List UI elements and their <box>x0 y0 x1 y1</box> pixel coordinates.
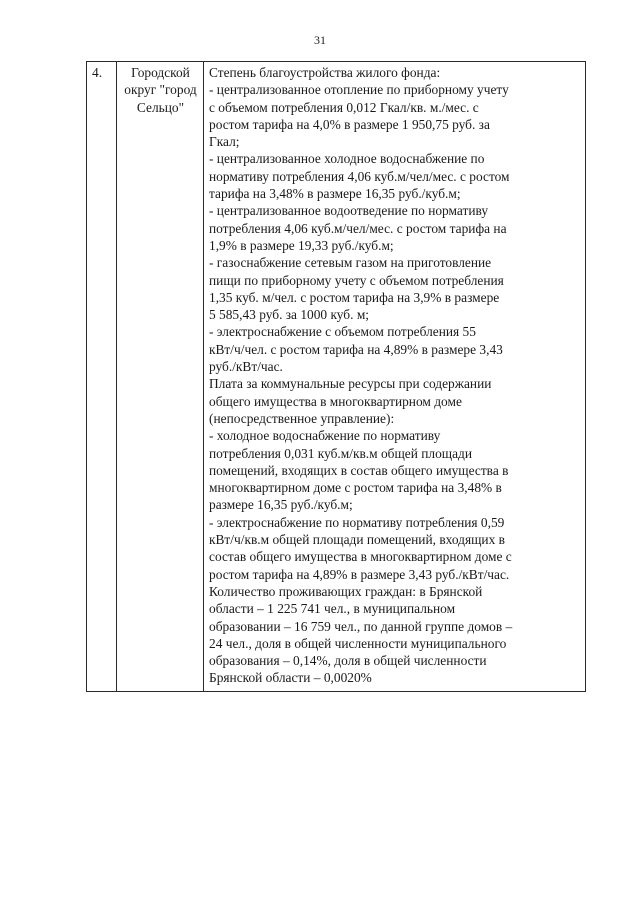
table-row <box>87 62 586 692</box>
description-line: 1,35 куб. м/чел. с ростом тарифа на 3,9% в размере <box>209 289 500 305</box>
description-line: общего имущества в многоквартирном доме <box>209 393 462 409</box>
description-line: кВт/ч/кв.м общей площади помещений, входящих в <box>209 532 505 548</box>
row-number-cell: 4. <box>87 62 117 692</box>
description-line: кВт/ч/чел. с ростом тарифа на 4,89% в размере 3,43 <box>209 341 503 357</box>
description-line: области – 1 225 741 чел., в муниципальном <box>209 601 456 617</box>
municipality-name-line: Сельцо" <box>136 99 185 115</box>
description-line: состав общего имущества в многоквартирном доме с <box>209 549 512 565</box>
description-line: образования – 0,14%, доля в общей численности <box>209 653 487 669</box>
description-line: Количество проживающих граждан: в Брянской <box>209 583 483 599</box>
description-line: (непосредственное управление): <box>209 410 395 426</box>
description-line: пищи по приборному учету с объемом потребления <box>209 272 504 288</box>
description-line: помещений, входящих в состав общего имущества в <box>209 462 509 478</box>
description-line: - холодное водоснабжение по нормативу <box>209 428 441 444</box>
description-line: - газоснабжение сетевым газом на приготовление <box>209 255 492 271</box>
description-line: потребления 0,031 куб.м/кв.м общей площади <box>209 445 472 461</box>
description-line: 24 чел., доля в общей численности муниципального <box>209 635 507 651</box>
description-line: 1,9% в размере 19,33 руб./куб.м; <box>209 237 394 253</box>
description-line: - централизованное отопление по приборному учету <box>209 82 509 98</box>
description-line: потребления 4,06 куб.м/чел/мес. с ростом тарифа на <box>209 220 507 236</box>
description-line: тарифа на 3,48% в размере 16,35 руб./куб.м; <box>209 186 461 202</box>
description-line: образовании – 16 759 чел., по данной группе домов – <box>209 618 513 634</box>
description-line: Гкал; <box>209 134 240 150</box>
description-line: 5 585,43 руб. за 1000 куб. м; <box>209 307 370 323</box>
tariff-table <box>86 61 586 692</box>
description-line: - централизованное водоотведение по нормативу <box>209 203 489 219</box>
description-cell <box>204 62 586 692</box>
description-line: Степень благоустройства жилого фонда: <box>209 65 441 80</box>
description-line: руб./кВт/час. <box>209 359 283 375</box>
description-line: с объемом потребления 0,012 Гкал/кв. м./мес. с <box>209 99 479 115</box>
municipality-name-line: Городской <box>131 65 190 80</box>
description-line: - электроснабжение по нормативу потребления 0,59 <box>209 514 505 530</box>
description-line: ростом тарифа на 4,89% в размере 3,43 руб./кВт/час. <box>209 566 510 582</box>
description-line: Плата за коммунальные ресурсы при содержании <box>209 376 492 392</box>
description-line: ростом тарифа на 4,0% в размере 1 950,75 руб. за <box>209 116 490 132</box>
description-line: - электроснабжение с объемом потребления 55 <box>209 324 476 340</box>
page-number: 31 <box>314 33 326 47</box>
description-line: нормативу потребления 4,06 куб.м/чел/мес. с ростом <box>209 168 510 184</box>
municipality-name-cell <box>117 62 204 692</box>
description-line: размере 16,35 руб./куб.м; <box>209 497 353 513</box>
description-line: - централизованное холодное водоснабжение по <box>209 151 485 167</box>
description-line: многоквартирном доме с ростом тарифа на 3,48% в <box>209 480 502 496</box>
municipality-name-line: округ "город <box>124 82 197 98</box>
description-line: Брянской области – 0,0020% <box>209 670 372 686</box>
